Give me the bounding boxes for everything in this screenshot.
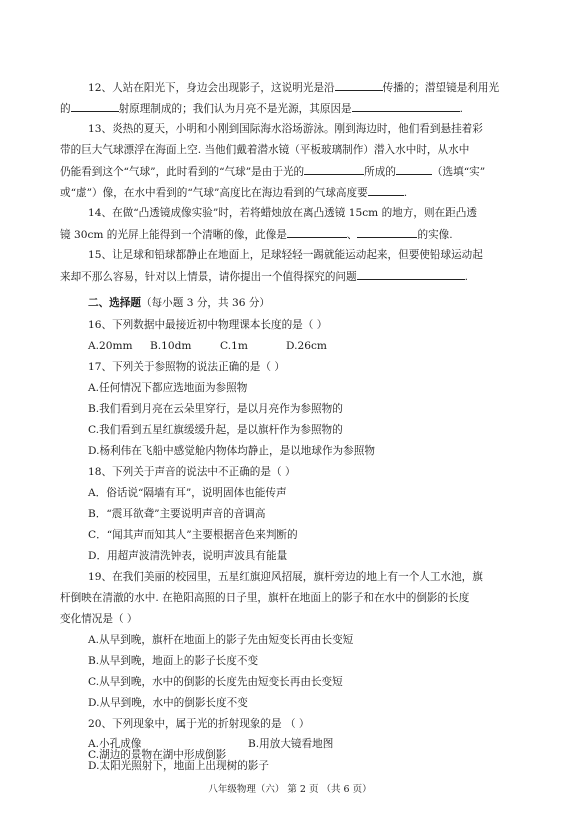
q13-text-6: 或“虚”）像，在水中看到的“气球”高度比在海边看到的气球高度要: [60, 187, 368, 199]
q14-text-4: 的实像.: [417, 229, 453, 241]
q20-option-a: A.小孔成像: [88, 738, 142, 750]
q17-option-d-text: D.杨利伟在飞船中感觉舱内物体均静止，是以地球作为参照物: [88, 445, 375, 457]
q18-option-b-text: B．“震耳欲聋”主要说明声音的音调高: [88, 508, 266, 520]
q18-option-c-text: C．“闻其声而知其人”主要根据音色来判断的: [88, 529, 298, 541]
q14-line1: [88, 206, 514, 220]
q20-stem: [88, 717, 514, 731]
q19-option-a-text: A.从早到晚，旗杆在地面上的影子先由短变长再由长变短: [88, 634, 354, 646]
q13-line4: [60, 185, 514, 200]
q19-text-3: 变化情况是（ ）: [60, 613, 138, 625]
q12-blank-3: [352, 101, 460, 112]
q17-option-c-text: C.我们看到五星红旗缓缓升起，是以旗杆作为参照物的: [88, 424, 343, 436]
q16-option-d: D.26cm: [286, 340, 327, 352]
q12-text-5: .: [459, 103, 464, 115]
section-heading: [88, 296, 514, 310]
q17-option-a-text: A.任何情况下都应选地面为参照物: [88, 382, 248, 394]
q20-option-b: B.用放大镜看地图: [248, 738, 334, 750]
q17-stem-text: 17、下列关于参照物的说法正确的是（ ）: [88, 361, 285, 373]
q12-blank-2: [71, 101, 119, 112]
q19-option-d-text: D.从早到晚，水中的倒影长度不变: [88, 697, 248, 709]
q18-option-a: [88, 486, 514, 500]
q19-option-d: [88, 696, 514, 710]
q18-option-d: [88, 549, 514, 563]
q19-line1: [88, 570, 514, 584]
q19-line3: [60, 612, 514, 626]
q13-text-7: .: [403, 187, 408, 199]
q16-stem-text: 16、下列数据中最接近初中物理课本长度的是（ ）: [88, 319, 328, 331]
q17-option-d: [88, 444, 514, 458]
section-note: （每小题 3 分，共 36 分）: [140, 297, 271, 309]
page-footer: 八年级物理（六） 第 2 页 （共 6 页）: [208, 784, 372, 795]
q14-text-2: 镜 30cm 的光屏上能得到一个清晰的像，此像是: [60, 229, 287, 241]
q17-option-c: [88, 423, 514, 437]
q15-text-1: 15、让足球和铅球都静止在地面上，足球轻轻一踢就能运动起来，但要使铅球运动起: [88, 249, 483, 261]
q17-option-b-text: B.我们看到月亮在云朵里穿行，是以月亮作为参照物的: [88, 403, 343, 415]
q13-blank-2: [396, 164, 432, 175]
q13-text-2: 带的巨大气球漂浮在海面上空. 当他们戴着潜水镜（平板玻璃制作）潜入水中时，从水中: [60, 144, 470, 156]
q16-stem: [88, 318, 514, 332]
q13-text-5: （选填“实”: [431, 166, 486, 178]
q18-stem: [88, 465, 514, 479]
q20-option-d: [88, 759, 514, 773]
q16-option-c: C.1m: [220, 340, 248, 352]
q16-option-b: B.10dm: [150, 340, 192, 352]
q16-options: [88, 339, 514, 353]
q13-line3: [60, 164, 514, 179]
q13-text-3: 仍能看到这个“气球”，此时看到的“气球”是由于光的: [60, 166, 305, 178]
q13-blank-1: [304, 164, 364, 175]
q15-line1: [88, 248, 514, 262]
q18-option-a-text: A．俗话说“隔墙有耳”，说明固体也能传声: [88, 487, 287, 499]
q13-text-1: 13、炎热的夏天，小明和小刚到国际海水浴场游泳。刚到海边时，他们看到悬挂着彩: [88, 123, 483, 135]
q20-stem-text: 20、下列现象中，属于光的折射现象的是 （ ）: [88, 718, 310, 730]
q20-option-c-text: C.湖边的景物在湖中形成倒影: [88, 749, 227, 761]
q19-text-2: 杆倒映在清澈的水中. 在艳阳高照的日子里，旗杆在地面上的影子和在水中的倒影的长度: [60, 592, 470, 604]
q12-text-4: 射原理制成的；我们认为月亮不是光源，其原因是: [118, 103, 352, 115]
q12-text-3: 的: [60, 103, 71, 115]
q15-blank-1: [357, 269, 465, 280]
q16-option-a: A.20mm: [88, 340, 133, 352]
q19-option-c-text: C.从早到晚，水中的倒影的长度先由短变长再由长变短: [88, 676, 343, 688]
q14-blank-1: [287, 227, 347, 238]
q18-stem-text: 18、下列关于声音的说法中不正确的是（ ）: [88, 466, 296, 478]
q13-blank-3: [368, 185, 404, 196]
q15-text-2: 来却不那么容易，针对以上情景，请你提出一个值得探究的问题: [60, 271, 357, 283]
q18-option-b: [88, 507, 514, 521]
q13-line1: [88, 122, 514, 136]
q17-option-b: [88, 402, 514, 416]
q13-text-4: 所成的: [364, 166, 396, 178]
q14-text-1: 14、在做“凸透镜成像实验”时，若将蜡烛放在离凸透镜 15cm 的地方，则在距凸透: [88, 207, 477, 219]
q17-stem: [88, 360, 514, 374]
q19-option-b-text: B.从早到晚，地面上的影子长度不变: [88, 655, 259, 667]
q18-option-c: [88, 528, 514, 542]
q20-option-d-text: D.太阳光照射下，地面上出现树的影子: [88, 760, 269, 772]
q12-line2: [60, 101, 514, 116]
q19-line2: [60, 591, 514, 605]
q12-text-2: 传播的；潜望镜是利用光: [382, 82, 500, 94]
q13-line2: [60, 143, 514, 157]
section-title: 二、选择题: [88, 297, 141, 309]
q19-option-a: [88, 633, 514, 647]
q14-line2: [60, 227, 514, 242]
q12-text-1: 12、人站在阳光下，身边会出现影子，这说明光是沿: [88, 82, 335, 94]
q19-option-b: [88, 654, 514, 668]
q19-text-1: 19、在我们美丽的校园里，五星红旗迎风招展，旗杆旁边的地上有一个人工水池，旗: [88, 571, 483, 583]
q17-option-a: [88, 381, 514, 395]
q18-option-d-text: D．用超声波清洗钟表，说明声波具有能量: [88, 550, 288, 562]
q15-line2: 来却不那么容易，针对以上情景，请你提出一个值得探究的问题 .: [60, 271, 468, 283]
q14-text-3: 、: [346, 229, 358, 241]
q14-blank-2: [357, 227, 417, 238]
q12-line1: [88, 80, 514, 95]
q12-blank-1: [335, 80, 383, 91]
q19-option-c: [88, 675, 514, 689]
